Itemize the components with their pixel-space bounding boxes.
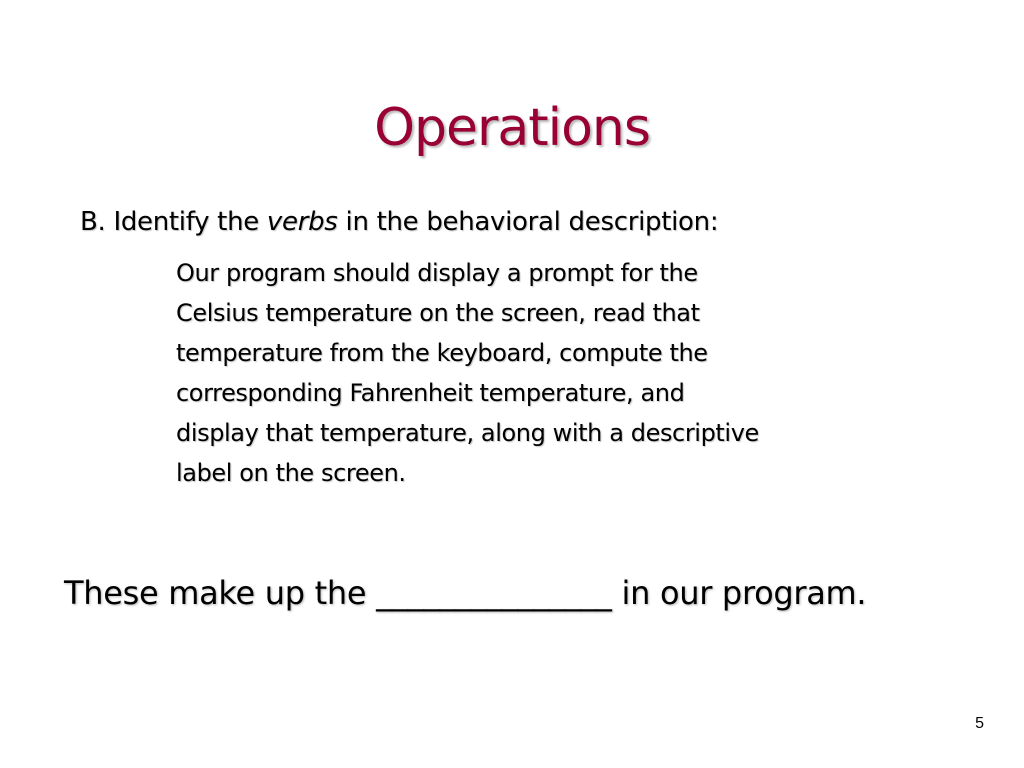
description-line: display that temperature, along with a descriptive <box>176 419 759 447</box>
description-line: corresponding Fahrenheit temperature, and <box>176 379 685 407</box>
description-line: temperature from the keyboard, compute the <box>176 339 708 367</box>
slide-title: Operations <box>374 98 650 158</box>
description-line: label on the screen. <box>176 459 406 487</box>
behavioral-description <box>176 253 856 493</box>
instruction-suffix: in the behavioral description: <box>345 207 719 237</box>
instruction-emphasis: verbs <box>266 207 338 237</box>
description-line: Celsius temperature on the screen, read that <box>176 299 700 327</box>
instruction-heading <box>80 202 718 242</box>
fill-in-the-blank-statement: These make up the _______________ in our program. <box>64 574 867 612</box>
page-number: 5 <box>975 715 984 732</box>
description-line: Our program should display a prompt for the <box>176 259 698 287</box>
instruction-prefix: B. Identify the <box>80 207 259 237</box>
